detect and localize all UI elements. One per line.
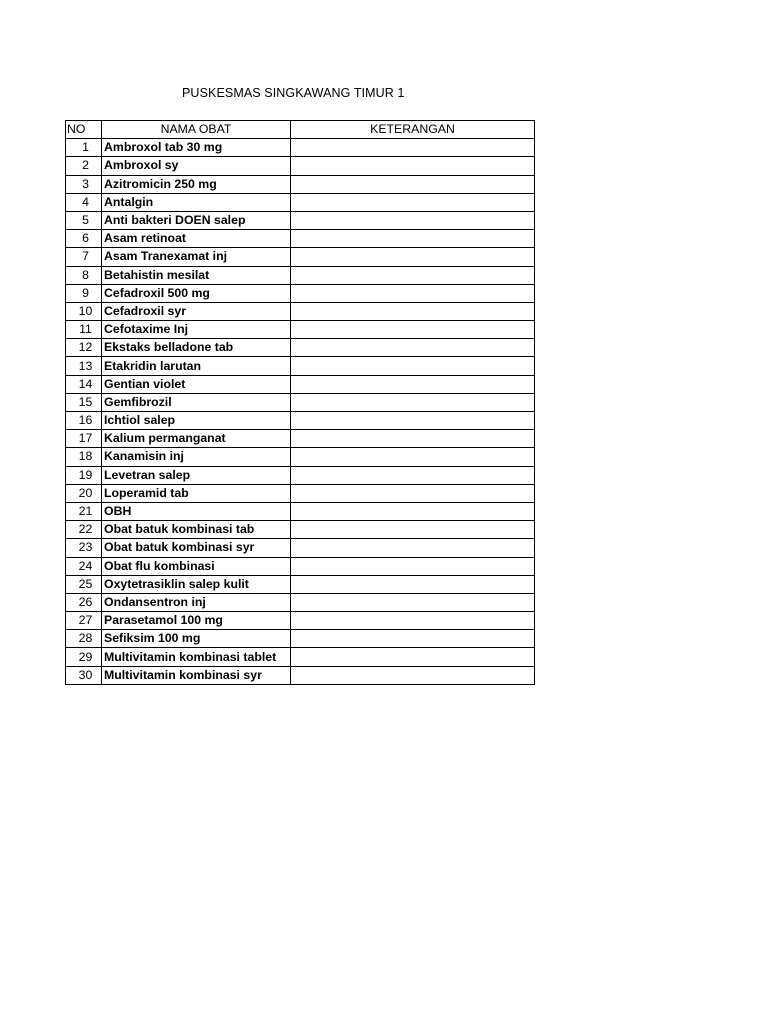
- keterangan-cell: [291, 321, 535, 339]
- keterangan-cell: [291, 139, 535, 157]
- row-number: 17: [66, 430, 102, 448]
- keterangan-cell: [291, 484, 535, 502]
- drug-name: Ichtiol salep: [102, 412, 291, 430]
- table-row: [66, 321, 535, 339]
- drug-name: Loperamid tab: [102, 484, 291, 502]
- row-number: 19: [66, 466, 102, 484]
- keterangan-cell: [291, 357, 535, 375]
- keterangan-cell: [291, 211, 535, 229]
- row-number: 6: [66, 230, 102, 248]
- keterangan-cell: [291, 521, 535, 539]
- table-row: [66, 430, 535, 448]
- table-row: [66, 230, 535, 248]
- table-row: [66, 630, 535, 648]
- drug-name: Ambroxol sy: [102, 157, 291, 175]
- drug-name: Betahistin mesilat: [102, 266, 291, 284]
- row-number: 23: [66, 539, 102, 557]
- keterangan-cell: [291, 593, 535, 611]
- drug-table: [65, 120, 535, 685]
- table-row: [66, 666, 535, 684]
- drug-name: Obat flu kombinasi: [102, 557, 291, 575]
- table-row: [66, 521, 535, 539]
- row-number: 27: [66, 612, 102, 630]
- keterangan-cell: [291, 230, 535, 248]
- drug-name: Ondansentron inj: [102, 593, 291, 611]
- row-number: 24: [66, 557, 102, 575]
- keterangan-cell: [291, 539, 535, 557]
- table-row: [66, 502, 535, 520]
- drug-name: Levetran salep: [102, 466, 291, 484]
- drug-name: Sefiksim 100 mg: [102, 630, 291, 648]
- keterangan-cell: [291, 175, 535, 193]
- row-number: 15: [66, 393, 102, 411]
- drug-name: Cefotaxime Inj: [102, 321, 291, 339]
- row-number: 25: [66, 575, 102, 593]
- keterangan-cell: [291, 666, 535, 684]
- keterangan-cell: [291, 630, 535, 648]
- keterangan-cell: [291, 430, 535, 448]
- table-row: [66, 339, 535, 357]
- table-row: [66, 612, 535, 630]
- drug-name: Gentian violet: [102, 375, 291, 393]
- keterangan-cell: [291, 557, 535, 575]
- table-header-row: [66, 121, 535, 139]
- table-row: [66, 211, 535, 229]
- table-row: [66, 484, 535, 502]
- table-row: [66, 193, 535, 211]
- row-number: 1: [66, 139, 102, 157]
- drug-name: Obat batuk kombinasi tab: [102, 521, 291, 539]
- row-number: 5: [66, 211, 102, 229]
- drug-name: Ekstaks belladone tab: [102, 339, 291, 357]
- row-number: 18: [66, 448, 102, 466]
- row-number: 3: [66, 175, 102, 193]
- keterangan-cell: [291, 157, 535, 175]
- table-row: [66, 393, 535, 411]
- row-number: 26: [66, 593, 102, 611]
- keterangan-cell: [291, 193, 535, 211]
- header-name: NAMA OBAT: [102, 121, 291, 139]
- drug-name: Kanamisin inj: [102, 448, 291, 466]
- table-row: [66, 412, 535, 430]
- keterangan-cell: [291, 648, 535, 666]
- table-row: [66, 175, 535, 193]
- table-row: [66, 157, 535, 175]
- keterangan-cell: [291, 502, 535, 520]
- row-number: 16: [66, 412, 102, 430]
- keterangan-cell: [291, 575, 535, 593]
- drug-name: Asam retinoat: [102, 230, 291, 248]
- row-number: 4: [66, 193, 102, 211]
- table-row: [66, 139, 535, 157]
- keterangan-cell: [291, 266, 535, 284]
- keterangan-cell: [291, 302, 535, 320]
- drug-name: Oxytetrasiklin salep kulit: [102, 575, 291, 593]
- drug-name: Multivitamin kombinasi syr: [102, 666, 291, 684]
- keterangan-cell: [291, 284, 535, 302]
- table-row: [66, 557, 535, 575]
- drug-name: Ambroxol tab 30 mg: [102, 139, 291, 157]
- table-row: [66, 575, 535, 593]
- table-row: [66, 539, 535, 557]
- table-row: [66, 302, 535, 320]
- drug-name: Cefadroxil 500 mg: [102, 284, 291, 302]
- row-number: 10: [66, 302, 102, 320]
- drug-name: Asam Tranexamat inj: [102, 248, 291, 266]
- keterangan-cell: [291, 412, 535, 430]
- row-number: 12: [66, 339, 102, 357]
- row-number: 29: [66, 648, 102, 666]
- table-row: [66, 357, 535, 375]
- keterangan-cell: [291, 448, 535, 466]
- keterangan-cell: [291, 375, 535, 393]
- row-number: 2: [66, 157, 102, 175]
- row-number: 9: [66, 284, 102, 302]
- row-number: 11: [66, 321, 102, 339]
- keterangan-cell: [291, 612, 535, 630]
- drug-name: Multivitamin kombinasi tablet: [102, 648, 291, 666]
- table-row: [66, 593, 535, 611]
- header-keterangan: KETERANGAN: [291, 121, 535, 139]
- table-row: [66, 375, 535, 393]
- drug-name: Antalgin: [102, 193, 291, 211]
- row-number: 28: [66, 630, 102, 648]
- row-number: 30: [66, 666, 102, 684]
- row-number: 14: [66, 375, 102, 393]
- drug-name: Cefadroxil syr: [102, 302, 291, 320]
- drug-name: Obat batuk kombinasi syr: [102, 539, 291, 557]
- row-number: 7: [66, 248, 102, 266]
- row-number: 13: [66, 357, 102, 375]
- drug-name: Parasetamol 100 mg: [102, 612, 291, 630]
- table-row: [66, 448, 535, 466]
- row-number: 20: [66, 484, 102, 502]
- drug-name: Anti bakteri DOEN salep: [102, 211, 291, 229]
- drug-name: Azitromicin 250 mg: [102, 175, 291, 193]
- keterangan-cell: [291, 339, 535, 357]
- row-number: 8: [66, 266, 102, 284]
- table-row: [66, 284, 535, 302]
- drug-name: Gemfibrozil: [102, 393, 291, 411]
- row-number: 22: [66, 521, 102, 539]
- table-row: [66, 648, 535, 666]
- table-row: [66, 248, 535, 266]
- header-no: NO: [66, 121, 102, 139]
- drug-name: OBH: [102, 502, 291, 520]
- keterangan-cell: [291, 393, 535, 411]
- drug-name: Kalium permanganat: [102, 430, 291, 448]
- keterangan-cell: [291, 466, 535, 484]
- page-title: PUSKESMAS SINGKAWANG TIMUR 1: [182, 86, 405, 100]
- row-number: 21: [66, 502, 102, 520]
- table-row: [66, 466, 535, 484]
- keterangan-cell: [291, 248, 535, 266]
- table-body: [66, 139, 535, 685]
- drug-name: Etakridin larutan: [102, 357, 291, 375]
- table-row: [66, 266, 535, 284]
